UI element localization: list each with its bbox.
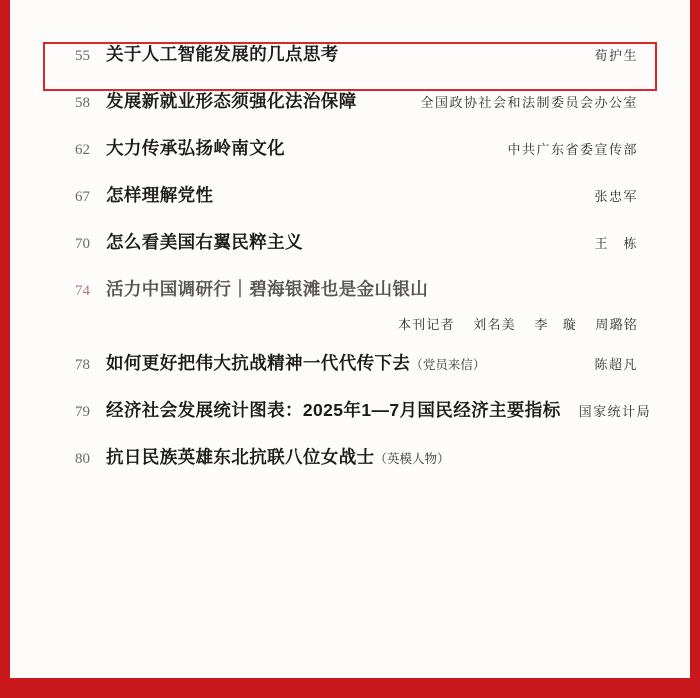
page-number: 79 [75, 404, 90, 420]
toc-entry-5[interactable] [10, 228, 690, 258]
page-number: 58 [75, 95, 90, 111]
entry-author: 张忠军 [594, 189, 638, 204]
entry-author: 全国政协社会和法制委员会办公室 [420, 95, 638, 110]
entry-title[interactable]: 活力中国调研行｜碧海银滩也是金山银山 [106, 279, 429, 299]
entry-author: 陈超凡 [594, 357, 638, 372]
toc-entry-6-authors [10, 314, 690, 333]
author-name: 刘名美 [473, 317, 516, 332]
page-number: 78 [75, 357, 90, 373]
page-number: 80 [75, 451, 90, 467]
entry-author: 中共广东省委宣传部 [507, 142, 638, 157]
table-of-contents [10, 40, 690, 490]
toc-entry-3[interactable] [10, 134, 690, 164]
toc-entry-1[interactable] [10, 40, 690, 70]
toc-entry-9[interactable] [10, 443, 690, 473]
author-name: 李 璇 [534, 317, 577, 332]
magazine-page [10, 0, 690, 678]
entry-title[interactable]: 发展新就业形态须强化法治保障 [106, 91, 357, 111]
page-number: 55 [75, 48, 90, 64]
toc-entry-6[interactable] [10, 275, 690, 305]
entry-author: 王 栋 [594, 236, 638, 251]
author-name: 本刊记者 [398, 317, 455, 332]
entry-title-main: 抗日民族英雄东北抗联八位女战士 [106, 447, 375, 467]
entry-title-subnote: （党员来信） [410, 358, 486, 372]
page-number: 67 [75, 189, 90, 205]
entry-title[interactable]: 关于人工智能发展的几点思考 [106, 44, 339, 64]
toc-entry-8[interactable] [10, 396, 690, 426]
entry-title[interactable] [106, 349, 576, 379]
toc-entry-4[interactable] [10, 181, 690, 211]
entry-author: 国家统计局 [578, 404, 652, 419]
toc-entry-7[interactable] [10, 349, 690, 379]
entry-title[interactable] [106, 443, 620, 473]
page-number: 70 [75, 236, 90, 252]
entry-title-subnote: （英模人物） [374, 452, 450, 466]
entry-title-main: 如何更好把伟大抗战精神一代代传下去 [106, 353, 411, 373]
entry-title[interactable]: 经济社会发展统计图表：2025年1—7月国民经济主要指标 [106, 400, 561, 420]
entry-title[interactable]: 大力传承弘扬岭南文化 [106, 138, 285, 158]
toc-entry-2[interactable] [10, 87, 690, 117]
author-names [384, 314, 638, 333]
page-number: 74 [75, 283, 90, 299]
entry-title[interactable]: 怎么看美国右翼民粹主义 [106, 232, 303, 252]
page-number: 62 [75, 142, 90, 158]
entry-author: 荀护生 [594, 48, 638, 63]
author-name: 周璐铭 [595, 317, 638, 332]
entry-title[interactable]: 怎样理解党性 [106, 185, 214, 205]
